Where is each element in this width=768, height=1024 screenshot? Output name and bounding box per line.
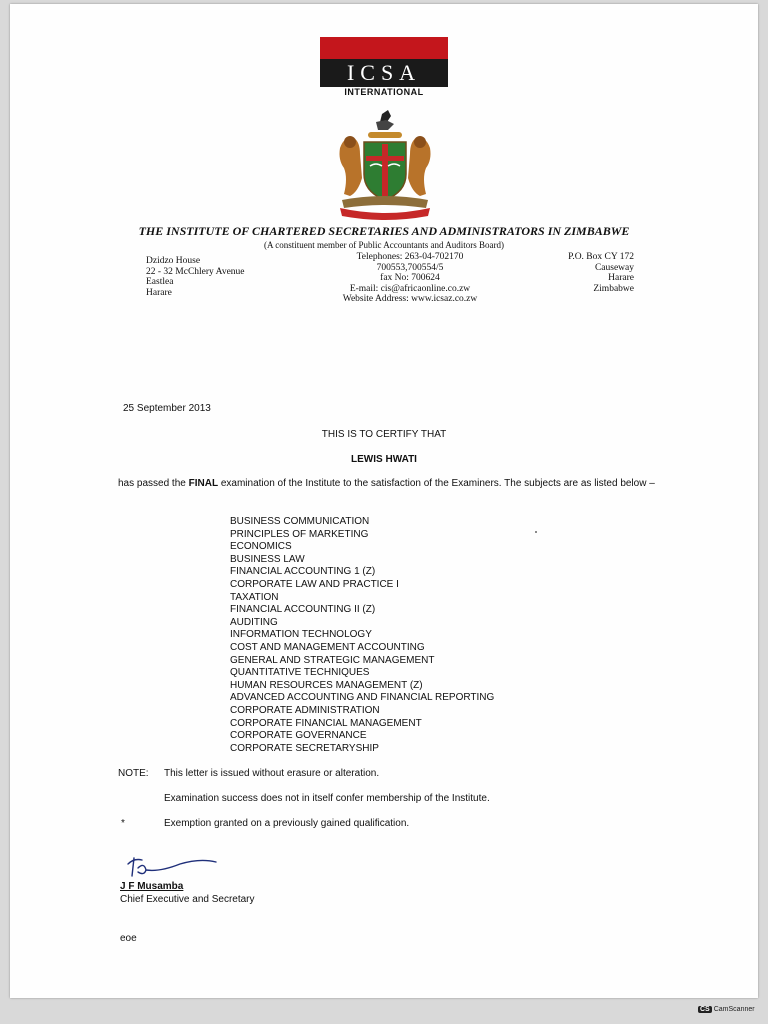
subject-item: ADVANCED ACCOUNTING AND FINANCIAL REPORTING (230, 692, 495, 704)
passed-prefix: has passed the (118, 478, 189, 489)
constituent-note: (A constituent member of Public Accountants and Auditors Board) (264, 240, 504, 250)
subject-item: CORPORATE LAW AND PRACTICE I (230, 578, 399, 590)
address-line: P.O. Box CY 172 (568, 252, 634, 262)
subject-item: ECONOMICS (230, 541, 292, 553)
subject-item: QUANTITATIVE TECHNIQUES (230, 667, 370, 679)
address-line: Harare (146, 287, 172, 298)
subject-item: BUSINESS COMMUNICATION (230, 516, 370, 527)
camscanner-watermark (698, 1006, 755, 1013)
subject-item: HUMAN RESOURCES MANAGEMENT (Z) (230, 679, 423, 691)
letter-date: 25 September 2013 (123, 403, 211, 414)
passed-final: FINAL (188, 478, 219, 489)
certify-heading: THIS IS TO CERTIFY THAT (321, 429, 447, 440)
passed-suffix: examination of the Institute to the satisfaction of the Examiners. The subjects are as listed below – (218, 478, 655, 489)
subject-item: CORPORATE SECRETARYSHIP (230, 742, 379, 754)
subject-item: CORPORATE GOVERNANCE (230, 730, 367, 742)
coat-of-arms-icon (330, 108, 440, 220)
postal-address (530, 252, 634, 294)
address-line: Zimbabwe (593, 283, 634, 294)
telephones-more: 700553,700554/5 (376, 262, 444, 273)
address-line: Eastlea (146, 277, 174, 287)
note-exemption: Exemption granted on a previously gained qualification. (164, 818, 410, 829)
subject-item: PRINCIPLES OF MARKETING (230, 528, 369, 540)
subject-item: FINANCIAL ACCOUNTING II (Z) (230, 604, 376, 616)
institute-name: THE INSTITUTE OF CHARTERED SECRETARIES AND ADMINISTRATORS IN ZIMBABWE (138, 224, 630, 238)
certificate-page (10, 4, 758, 998)
subject-item: CORPORATE ADMINISTRATION (230, 704, 380, 716)
subject-item: AUDITING (230, 616, 278, 628)
subjects-list (230, 516, 494, 755)
passed-statement (118, 478, 658, 490)
address-line: Harare (608, 273, 634, 283)
signer-title: Chief Executive and Secretary (120, 894, 255, 905)
camscanner-badge: CS (700, 1006, 710, 1013)
address-left (146, 256, 245, 298)
contact-details (300, 252, 520, 305)
subject-item: COST AND MANAGEMENT ACCOUNTING (230, 641, 425, 653)
subject-item: INFORMATION TECHNOLOGY (230, 629, 372, 641)
note-label: NOTE: (118, 768, 149, 779)
subject-item: BUSINESS LAW (230, 553, 305, 565)
reference-initials: eoe (120, 933, 137, 944)
candidate-name: LEWIS HWATI (351, 454, 417, 465)
website: Website Address: www.icsaz.co.zw (342, 294, 478, 304)
note-asterisk: * (121, 818, 125, 829)
email: E-mail: cis@africaonline.co.zw (349, 283, 471, 294)
logo-name: ICSA (320, 59, 448, 87)
telephones: Telephones: 263-04-702170 (356, 252, 464, 262)
fax: fax No: 700624 (380, 273, 440, 283)
address-line: 22 - 32 McChlery Avenue (146, 266, 245, 277)
note-no-erasure: This letter is issued without erasure or alteration. (164, 768, 380, 779)
logo-red-band (320, 37, 448, 59)
subject-item: GENERAL AND STRATEGIC MANAGEMENT (230, 654, 435, 666)
address-line: Dzidzo House (146, 256, 201, 266)
subject-item: FINANCIAL ACCOUNTING 1 (Z) (230, 566, 376, 578)
logo-subtitle: INTERNATIONAL (344, 87, 424, 97)
note-membership: Examination success does not in itself confer membership of the Institute. (164, 793, 490, 804)
subject-item: CORPORATE FINANCIAL MANAGEMENT (230, 717, 422, 729)
speck (535, 531, 537, 533)
subject-item: TAXATION (230, 591, 279, 603)
camscanner-text: CamScanner (713, 1006, 755, 1013)
signer-name: J F Musamba (120, 881, 184, 892)
address-line: Causeway (594, 262, 634, 273)
